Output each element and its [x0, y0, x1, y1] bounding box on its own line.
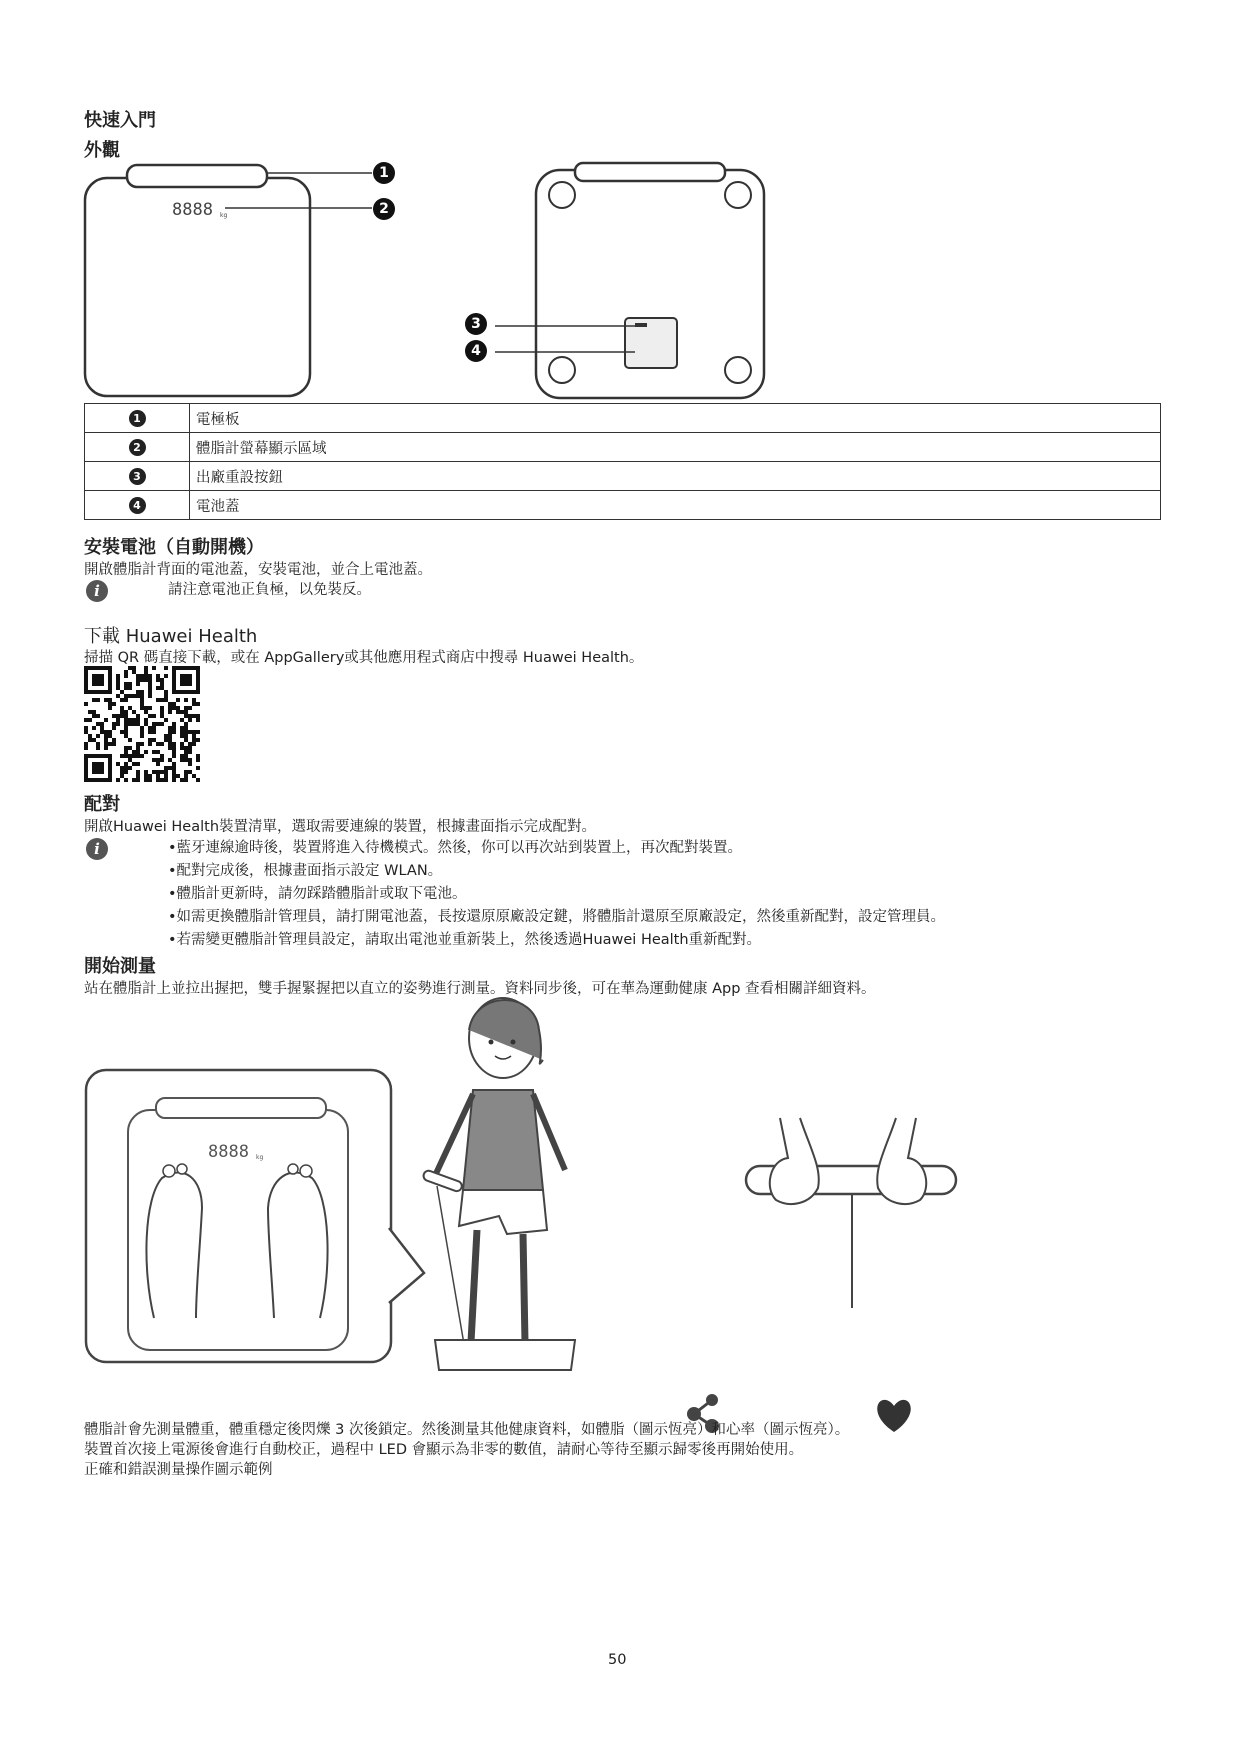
- table-row: [85, 404, 1161, 433]
- row-number: 3: [129, 468, 146, 485]
- scale-back-illustration: [460, 160, 780, 400]
- heading-appearance: 外觀: [84, 140, 120, 161]
- heading-download: 下載 Huawei Health: [84, 626, 258, 647]
- callout-4: 4: [465, 340, 487, 362]
- measure-line-2: 裝置首次接上電源後會進行自動校正，過程中 LED 會顯示為非零的數值，請耐心等待至顯示歸零後再開始使用。: [84, 1442, 804, 1458]
- pairing-note: •藍牙連線逾時後，裝置將進入待機模式。然後，你可以再次站到裝置上，再次配對裝置。: [168, 840, 743, 856]
- heading-start-measure: 開始測量: [84, 956, 156, 977]
- info-icon: i: [86, 580, 108, 602]
- svg-text:kg: kg: [220, 212, 228, 219]
- pairing-note: •體脂計更新時，請勿踩踏體脂計或取下電池。: [168, 886, 467, 902]
- download-text: 掃描 QR 碼直接下載，或在 AppGallery或其他應用程式商店中搜尋 Huawei Health。: [84, 650, 644, 666]
- parts-table: [84, 403, 1161, 520]
- install-text: 開啟體脂計背面的電池蓋，安裝電池，並合上電池蓋。: [84, 562, 432, 578]
- table-row: [85, 491, 1161, 520]
- row-label: 電池蓋: [190, 491, 1161, 520]
- feet-closeup-illustration: [84, 1068, 429, 1366]
- callout-2: 2: [373, 198, 395, 220]
- measure-line-3: 正確和錯誤測量操作圖示範例: [84, 1462, 273, 1478]
- heart-icon: [874, 1398, 914, 1434]
- pairing-note: •配對完成後，根據畫面指示設定 WLAN。: [168, 863, 443, 879]
- display-digits: 8888: [172, 200, 213, 220]
- page-number: 50: [608, 1652, 627, 1668]
- heading-pairing: 配對: [84, 794, 120, 815]
- row-number: 1: [129, 410, 146, 427]
- qr-code: [84, 666, 200, 782]
- measure-line-1: 體脂計會先測量體重，體重穩定後閃爍 3 次後鎖定。然後測量其他健康資料，如體脂（圖示恆亮）和心率（圖示恆亮）。: [84, 1422, 850, 1438]
- row-label: 體脂計螢幕顯示區域: [190, 433, 1161, 462]
- install-note: 請注意電池正負極，以免裝反。: [168, 582, 371, 598]
- person-measuring-illustration: [415, 990, 615, 1382]
- pairing-note: •如需更換體脂計管理員，請打開電池蓋，長按還原原廠設定鍵，將體脂計還原至原廠設定，然後重新配對，設定管理員。: [168, 909, 946, 925]
- svg-text:8888: 8888: [208, 1142, 249, 1162]
- heading-install-battery: 安裝電池（自動開機）: [84, 537, 264, 558]
- row-number: 4: [129, 497, 146, 514]
- heading-quick-start: 快速入門: [84, 110, 156, 131]
- row-label: 出廠重設按鈕: [190, 462, 1161, 491]
- pairing-text: 開啟Huawei Health裝置清單，選取需要連線的裝置，根據畫面指示完成配對。: [84, 819, 597, 835]
- row-label: 電極板: [190, 404, 1161, 433]
- svg-text:kg: kg: [256, 1154, 264, 1161]
- hands-handle-illustration: [740, 1108, 960, 1308]
- pairing-note: •若需變更體脂計管理員設定，請取出電池並重新裝上，然後透過Huawei Health重新配對。: [168, 932, 762, 948]
- info-icon: i: [86, 838, 108, 860]
- measure-text: 站在體脂計上並拉出握把，雙手握緊握把以直立的姿勢進行測量。資料同步後，可在華為運動健康 App 查看相關詳細資料。: [84, 981, 876, 997]
- row-number: 2: [129, 439, 146, 456]
- scale-front-illustration: [80, 160, 410, 400]
- table-row: [85, 433, 1161, 462]
- table-row: [85, 462, 1161, 491]
- callout-1: 1: [373, 162, 395, 184]
- callout-3: 3: [465, 313, 487, 335]
